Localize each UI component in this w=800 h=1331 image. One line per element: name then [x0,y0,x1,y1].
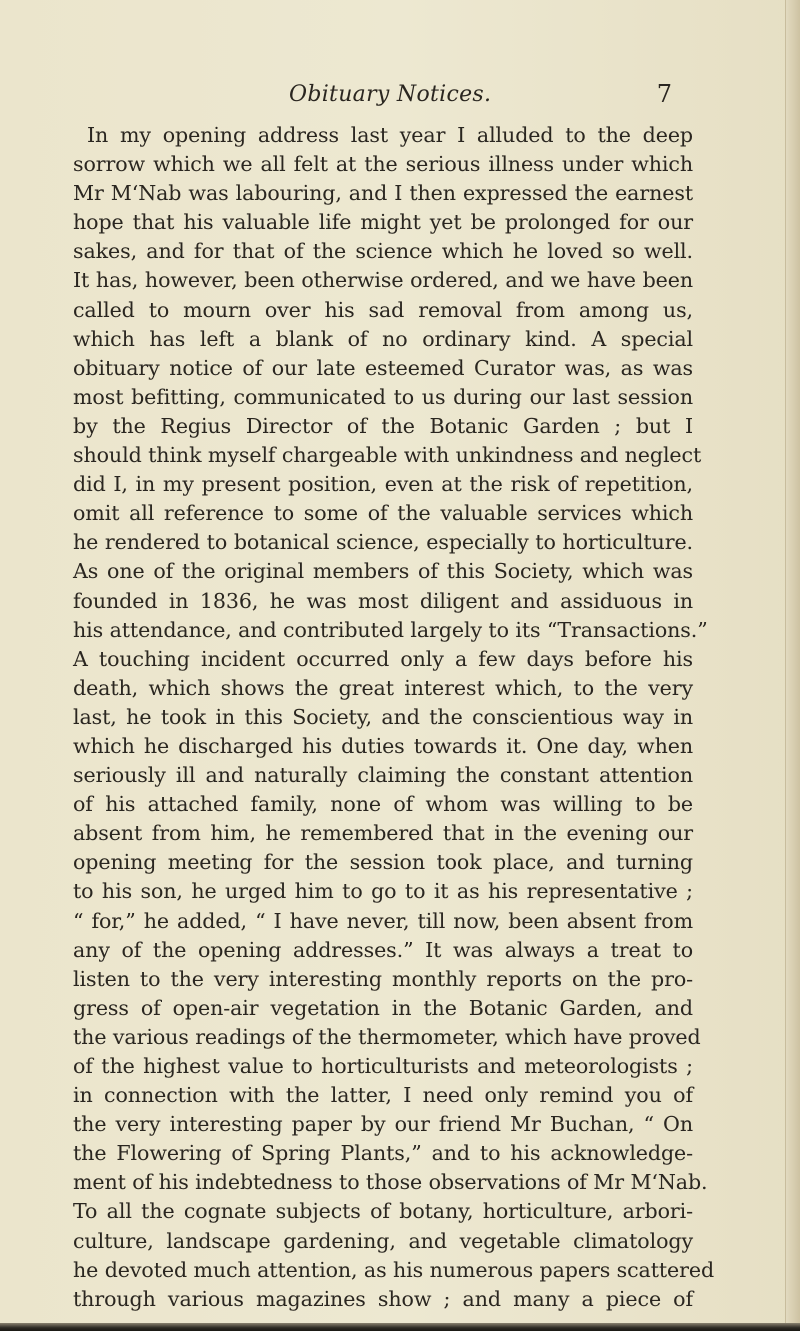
text-line: seriously ill and naturally claiming the constant attention [73,763,693,788]
text-line: the very interesting paper by our friend Mr Buchan, “ On [73,1112,693,1137]
text-line: should think myself chargeable with unkindness and neglect [73,443,702,468]
text-line: which has left a blank of no ordinary kind. A special [73,326,693,351]
text-line: obituary notice of our late esteemed Curator was, as was [73,355,693,380]
text-line: his attendance, and contributed largely to its “Transactions.” [73,617,708,642]
text-line: Mr M‘Nab was labouring, and I then expressed the earnest [73,181,693,206]
text-line: ment of his indebtedness to those observations of Mr M‘Nab. [73,1170,708,1195]
text-line: founded in 1836, he was most diligent and assiduous in [73,588,693,613]
text-line: he devoted much attention, as his numerous papers scattered [73,1257,715,1282]
text-line: any of the opening addresses.” It was always a treat to [73,937,693,962]
text-line: It has, however, been otherwise ordered, and we have been [73,268,693,293]
text-line: most befitting, communicated to us during our last session [73,384,693,409]
text-line: hope that his valuable life might yet be prolonged for our [73,210,693,235]
text-line: sorrow which we all felt at the serious illness under which [73,152,693,177]
text-line: To all the cognate subjects of botany, horticulture, arbori- [73,1199,693,1224]
page-edge-shadow [785,0,800,1331]
text-line: in connection with the latter, I need only remind you of [73,1083,693,1108]
text-line: the Flowering of Spring Plants,” and to his acknowledge- [73,1141,693,1166]
text-line: culture, landscape gardening, and vegetable climatology [73,1228,693,1253]
running-title: Obituary Notices. [289,82,492,107]
text-line: absent from him, he remembered that in the evening our [73,821,693,846]
text-line: gress of open-air vegetation in the Botanic Garden, and [73,995,693,1020]
text-line: to his son, he urged him to go to it as his representative ; [73,879,693,904]
text-line: death, which shows the great interest which, to the very [73,675,693,700]
text-line: A touching incident occurred only a few days before his [73,646,693,671]
text-line: of the highest value to horticulturists and meteorologists ; [73,1054,693,1078]
text-line: opening meeting for the session took place, and turning [73,850,693,875]
text-line: called to mourn over his sad removal from among us, [73,297,693,322]
text-line: did I, in my present position, even at the risk of repetition, [73,472,693,497]
text-line: last, he took in this Society, and the conscientious way in [73,704,693,729]
text-line: listen to the very interesting monthly reports on the pro- [73,966,693,991]
text-line: he rendered to botanical science, especially to horticulture. [73,530,693,555]
running-head [74,82,674,112]
text-line: through various magazines show ; and many a piece of [73,1286,693,1311]
text-line: As one of the original members of this Society, which was [73,559,693,584]
text-line: omit all reference to some of the valuable services which [73,501,693,526]
text-line: sakes, and for that of the science which he loved so well. [73,239,693,264]
text-line: by the Regius Director of the Botanic Garden ; but I [73,413,693,438]
text-line: which he discharged his duties towards it. One day, when [73,733,693,758]
text-line: of his attached family, none of whom was willing to be [73,792,693,817]
text-line: the various readings of the thermometer, which have proved [73,1024,701,1049]
page-number: 7 [656,80,672,108]
bottom-border [0,1323,800,1331]
body-text [73,121,715,1314]
text-line: “ for,” he added, “ I have never, till now, been absent from [73,908,693,933]
text-line: In my opening address last year I alluded to the deep [87,123,693,147]
